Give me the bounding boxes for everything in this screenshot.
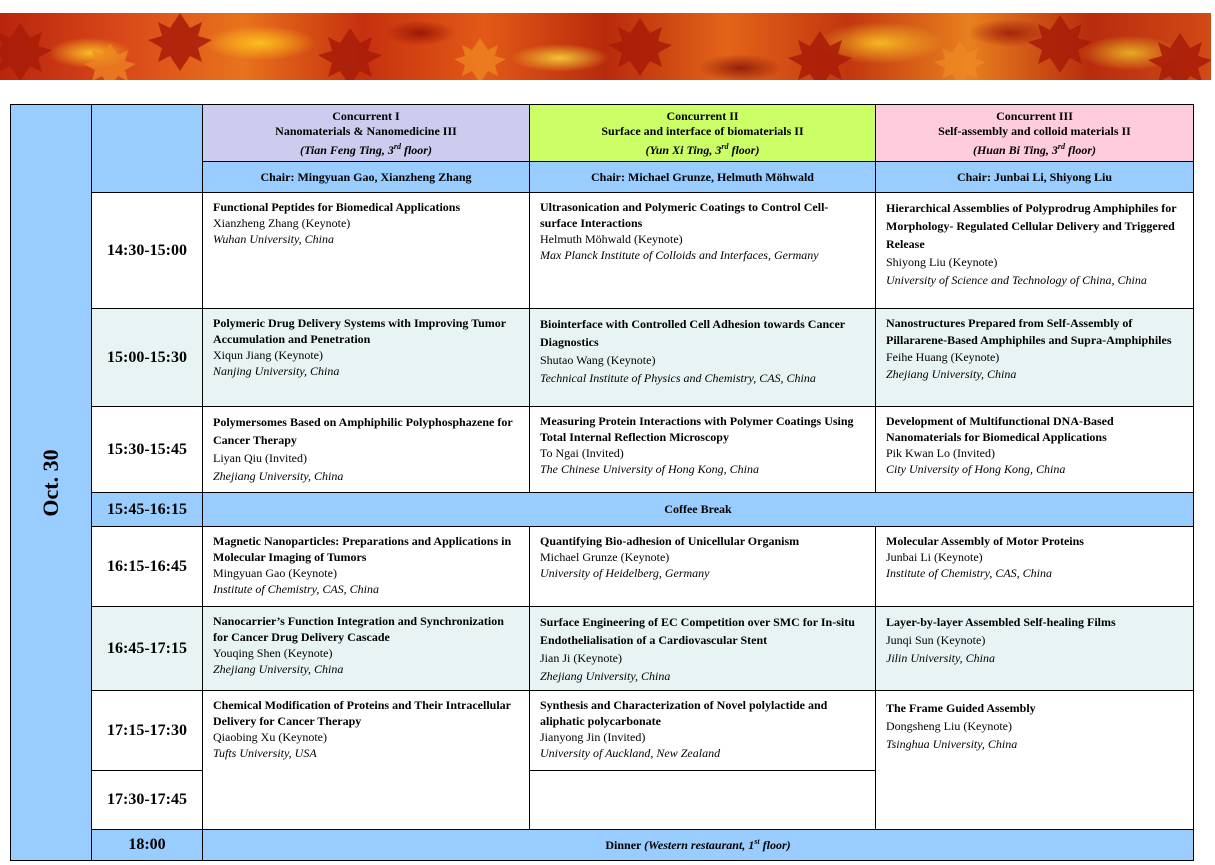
talk-title: The Frame Guided Assembly [886,701,1036,715]
talk-affiliation: Wuhan University, China [213,232,334,246]
talk-speaker: Liyan Qiu (Invited) [213,451,307,465]
talk-speaker: To Ngai (Invited) [540,446,624,460]
time-slot: 15:00-15:30 [92,309,203,407]
session-name: Concurrent I [332,108,400,123]
talk-speaker: Junbai Li (Keynote) [886,550,983,564]
talk-speaker: Youqing Shen (Keynote) [213,646,333,660]
talk-cell [203,407,530,493]
session-header-2 [530,105,876,162]
session-name: Concurrent II [666,108,739,123]
talk-cell [530,193,876,309]
talk-cell [530,309,876,407]
talk-speaker: Pik Kwan Lo (Invited) [886,446,995,460]
time-slot: 14:30-15:00 [92,193,203,309]
talk-title: Molecular Assembly of Motor Proteins [886,534,1084,548]
date-label: Oct. 30 [38,448,63,517]
coffee-break-row: Coffee Break [203,493,1194,527]
talk-cell [530,527,876,607]
time-slot: 17:30-17:45 [92,771,203,830]
date-column [11,105,92,861]
empty-cell [530,771,876,830]
talk-cell [876,607,1194,691]
talk-speaker: Dongsheng Liu (Keynote) [886,719,1012,733]
session-room: (Yun Xi Ting, 3rd floor) [645,141,760,157]
talk-title: Polymersomes Based on Amphiphilic Polyphosphazene for Cancer Therapy [213,415,513,447]
session-topic: Surface and interface of biomaterials II [601,123,804,138]
header-banner [0,13,1211,80]
talk-cell [876,527,1194,607]
talk-affiliation: Jilin University, China [886,651,995,665]
time-slot: 15:45-16:15 [92,493,203,527]
session-chair-1: Chair: Mingyuan Gao, Xianzheng Zhang [203,162,530,193]
talk-affiliation: Institute of Chemistry, CAS, China [213,582,380,596]
talk-speaker: Xianzheng Zhang (Keynote) [213,216,351,230]
talk-speaker: Jianyong Jin (Invited) [540,730,646,744]
talk-speaker: Qiaobing Xu (Keynote) [213,730,327,744]
time-slot: 15:30-15:45 [92,407,203,493]
talk-speaker: Mingyuan Gao (Keynote) [213,566,337,580]
session-topic: Nanomaterials & Nanomedicine III [275,123,457,138]
talk-title: Quantifying Bio-adhesion of Unicellular Organism [540,534,800,548]
talk-title: Development of Multifunctional DNA-Based Nanomaterials for Biomedical Applications [886,414,1114,444]
talk-title: Nanostructures Prepared from Self-Assembly of Pillararene-Based Amphiphiles and Supra-Amphiphiles [886,316,1172,347]
session-header-3 [876,105,1194,162]
talk-cell [876,407,1194,493]
talk-title: Measuring Protein Interactions with Polymer Coatings Using Total Internal Reflection Microscopy [540,414,854,444]
talk-affiliation: Zhejiang University, China [886,367,1017,381]
time-slot: 16:15-16:45 [92,527,203,607]
talk-affiliation: University of Heidelberg, Germany [540,566,710,580]
talk-speaker: Helmuth Möhwald (Keynote) [540,232,683,246]
talk-speaker: Jian Ji (Keynote) [540,651,622,665]
talk-cell [203,527,530,607]
talk-cell [530,607,876,691]
talk-cell [876,691,1194,830]
talk-affiliation: Nanjing University, China [213,364,340,378]
talk-title: Magnetic Nanoparticles: Preparations and Applications in Molecular Imaging of Tumors [213,534,512,564]
talk-speaker: Feihe Huang (Keynote) [886,350,1000,364]
talk-affiliation: City University of Hong Kong, China [886,462,1066,476]
talk-title: Surface Engineering of EC Competition over SMC for In-situ Endothelialisation of a Cardiovascular Stent [540,615,855,647]
talk-title: Hierarchical Assemblies of Polyprodrug Amphiphiles for Morphology- Regulated Cellular Delivery and Triggered Release [886,201,1177,251]
talk-affiliation: University of Auckland, New Zealand [540,746,721,760]
talk-cell [530,407,876,493]
schedule-table [10,104,1194,861]
talk-affiliation: Technical Institute of Physics and Chemistry, CAS, China [540,371,816,385]
talk-affiliation: Tsinghua University, China [886,737,1018,751]
talk-affiliation: Max Planck Institute of Colloids and Interfaces, Germany [540,248,819,262]
maple-leaves-banner [0,13,1211,80]
talk-cell [876,193,1194,309]
talk-title: Ultrasonication and Polymeric Coatings to Control Cell-surface Interactions [540,200,829,230]
talk-title: Layer-by-layer Assembled Self-healing Films [886,615,1116,629]
session-name: Concurrent III [996,108,1073,123]
talk-title: Chemical Modification of Proteins and Their Intracellular Delivery for Cancer Therapy [213,698,511,728]
talk-title: Biointerface with Controlled Cell Adhesion towards Cancer Diagnostics [540,317,845,349]
talk-cell [876,309,1194,407]
talk-speaker: Junqi Sun (Keynote) [886,633,986,647]
talk-speaker: Michael Grunze (Keynote) [540,550,670,564]
talk-affiliation: Zhejiang University, China [540,669,671,683]
session-topic: Self-assembly and colloid materials II [938,123,1131,138]
talk-speaker: Xiqun Jiang (Keynote) [213,348,323,362]
time-slot: 16:45-17:15 [92,607,203,691]
talk-title: Synthesis and Characterization of Novel polylactide and aliphatic polycarbonate [540,698,828,728]
talk-cell [203,193,530,309]
talk-cell [203,691,530,830]
talk-affiliation: The Chinese University of Hong Kong, China [540,462,759,476]
talk-title: Functional Peptides for Biomedical Applications [213,200,461,214]
talk-speaker: Shutao Wang (Keynote) [540,353,656,367]
talk-affiliation: Zhejiang University, China [213,662,344,676]
talk-cell [530,691,876,771]
talk-speaker: Shiyong Liu (Keynote) [886,255,998,269]
talk-affiliation: Institute of Chemistry, CAS, China [886,566,1053,580]
talk-affiliation: Zhejiang University, China [213,469,344,483]
talk-cell [203,309,530,407]
dinner-row: Dinner (Western restaurant, 1st floor) [203,830,1194,861]
session-chair-3: Chair: Junbai Li, Shiyong Liu [876,162,1194,193]
time-slot: 18:00 [92,830,203,861]
session-chair-2: Chair: Michael Grunze, Helmuth Möhwald [530,162,876,193]
talk-title: Polymeric Drug Delivery Systems with Improving Tumor Accumulation and Penetration [213,316,506,346]
talk-title: Nanocarrier’s Function Integration and Synchronization for Cancer Drug Delivery Cascade [213,614,504,644]
session-header-1 [203,105,530,162]
talk-affiliation: University of Science and Technology of China, China [886,273,1147,287]
talk-cell [203,607,530,691]
session-room: (Huan Bi Ting, 3rd floor) [972,141,1097,157]
header-corner [92,105,203,193]
talk-affiliation: Tufts University, USA [213,746,317,760]
time-slot: 17:15-17:30 [92,691,203,771]
session-room: (Tian Feng Ting, 3rd floor) [300,141,432,157]
